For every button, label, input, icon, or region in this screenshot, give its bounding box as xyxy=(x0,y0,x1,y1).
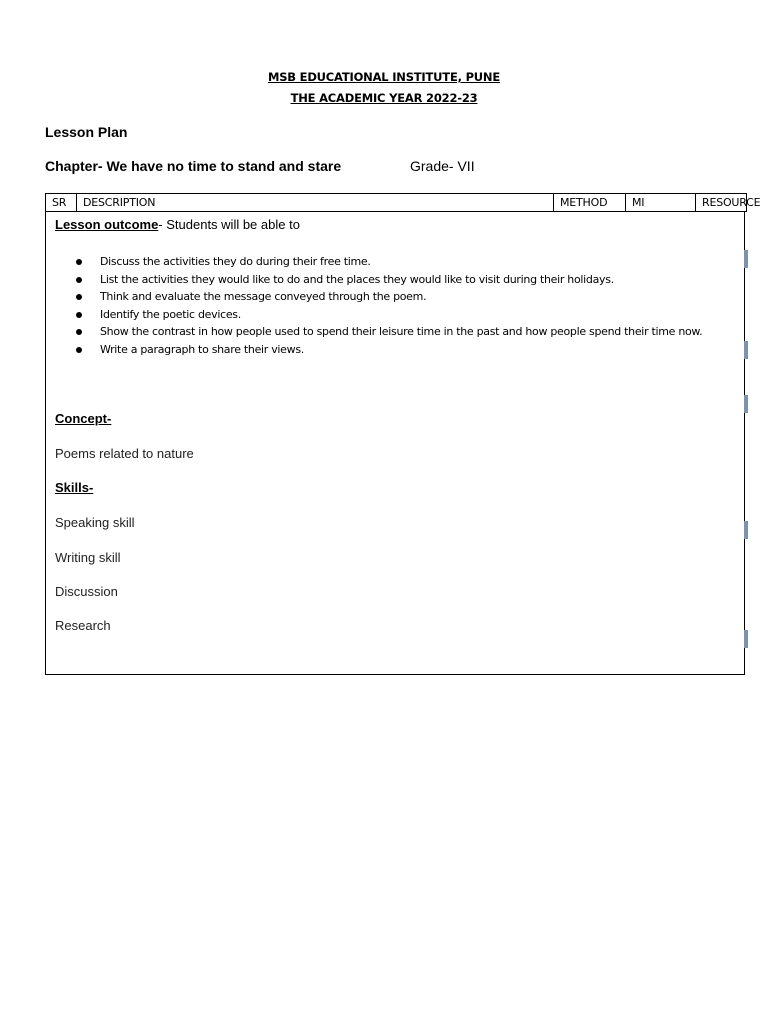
list-item-text: Show the contrast in how people used to spend their leisure time in the past and how people spend their time now. xyxy=(100,325,703,338)
list-item xyxy=(55,323,725,341)
table-edge-mark xyxy=(744,521,748,539)
skills-heading: Skills- xyxy=(55,480,94,495)
list-item-text: Identify the poetic devices. xyxy=(100,307,241,321)
lesson-outcome-text: - Students will be able to xyxy=(158,217,300,232)
lesson-plan-heading: Lesson Plan xyxy=(45,124,128,140)
skill-item: Research xyxy=(55,618,111,633)
bullet-icon xyxy=(76,312,82,318)
concept-heading: Concept- xyxy=(55,411,112,426)
skill-item: Speaking skill xyxy=(55,515,135,530)
column-header-method: METHOD xyxy=(553,194,625,211)
table-edge-mark xyxy=(744,395,748,413)
list-item-text: Discuss the activities they do during their free time. xyxy=(100,255,371,268)
column-header-resource: RESOURCE xyxy=(695,194,746,211)
table-edge-mark xyxy=(744,341,748,359)
column-header-mi: MI xyxy=(625,194,695,211)
list-item xyxy=(55,341,725,359)
lesson-outcome xyxy=(55,217,300,232)
concept-text: Poems related to nature xyxy=(55,446,194,461)
list-item-text: List the activities they would like to do and the places they would like to visit during their holidays. xyxy=(100,272,614,286)
bullet-icon xyxy=(76,347,82,353)
academic-year: THE ACADEMIC YEAR 2022-23 xyxy=(290,91,478,105)
list-item xyxy=(55,253,725,271)
list-item-text: Think and evaluate the message conveyed through the poem. xyxy=(100,290,427,303)
bullet-icon xyxy=(76,294,82,300)
bullet-icon xyxy=(76,277,82,283)
bullet-icon xyxy=(76,259,82,265)
skill-item: Discussion xyxy=(55,584,118,599)
list-item xyxy=(55,306,725,324)
grade-label: Grade- VII xyxy=(410,158,475,174)
lesson-outcome-label: Lesson outcome xyxy=(55,217,159,232)
institute-name: MSB EDUCATIONAL INSTITUTE, PUNE xyxy=(267,70,501,84)
table-header-row xyxy=(45,193,761,212)
list-item xyxy=(55,288,725,306)
table-edge-mark xyxy=(744,250,748,268)
column-header-sr: SR xyxy=(52,196,67,209)
list-item-text: Write a paragraph to share their views. xyxy=(100,342,304,356)
chapter-title: Chapter- We have no time to stand and stare xyxy=(45,158,342,174)
column-header-description: DESCRIPTION xyxy=(76,194,553,211)
bullet-icon xyxy=(76,329,82,335)
lesson-outcome-list xyxy=(55,253,725,358)
skill-item: Writing skill xyxy=(55,550,121,565)
table-edge-mark xyxy=(744,630,748,648)
list-item xyxy=(55,271,725,289)
